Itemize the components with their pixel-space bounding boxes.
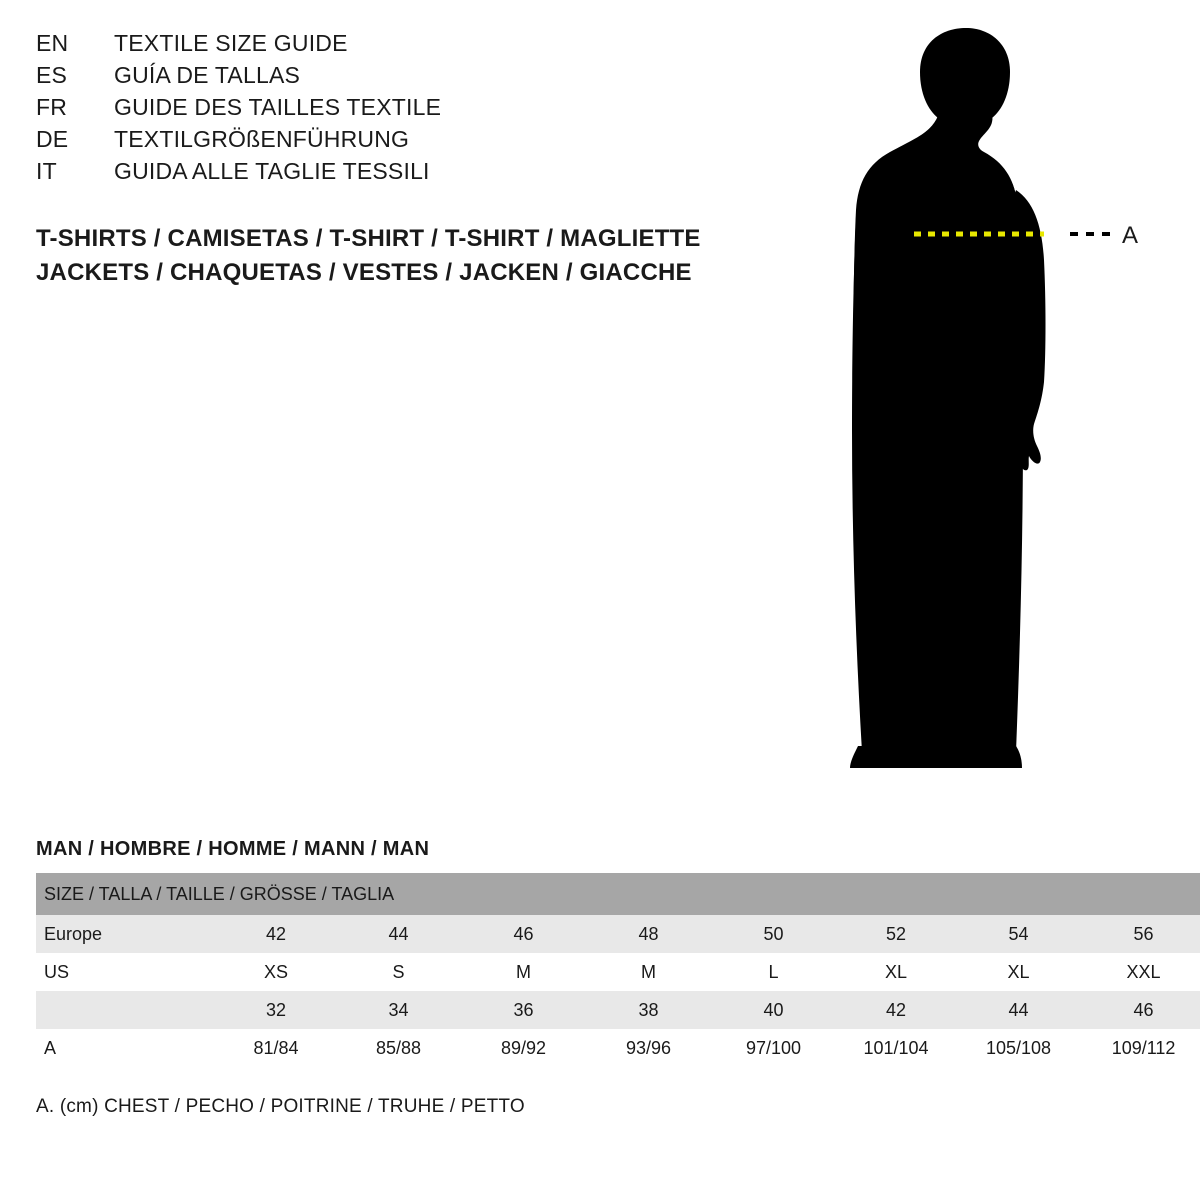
language-row [36,62,736,94]
cell: 42 [836,991,956,1029]
cell: 54 [956,915,1081,953]
language-code: ES [36,62,68,88]
measure-label-a: A [1122,222,1139,249]
language-row [36,126,736,158]
category-jackets: JACKETS / CHAQUETAS / VESTES / JACKEN / GIACCHE [36,259,692,286]
cell: 46 [461,915,586,953]
size-table [36,873,1200,1067]
cell: 85/88 [336,1029,461,1067]
cell: 97/100 [711,1029,836,1067]
language-code: FR [36,94,68,120]
category-tshirts: T-SHIRTS / CAMISETAS / T-SHIRT / T-SHIRT / MAGLIETTE [36,225,701,252]
silhouette-shape [850,28,1046,768]
language-text: TEXTILGRÖßENFÜHRUNG [114,126,410,152]
cell: XL [836,953,956,991]
table-row [36,991,1200,1029]
language-code: IT [36,158,57,184]
cell: 89/92 [461,1029,586,1067]
cell: L [711,953,836,991]
cell: 109/112 [1081,1029,1200,1067]
language-code: DE [36,126,69,152]
cell: 42 [216,915,336,953]
cell: XXL [1081,953,1200,991]
language-text: GUIDE DES TAILLES TEXTILE [114,94,442,120]
language-row [36,30,736,62]
size-table-section [36,838,1176,1067]
cell: 48 [586,915,711,953]
language-row [36,94,736,126]
body-silhouette-figure [820,20,1180,780]
row-label: Europe [36,915,216,953]
language-code: EN [36,30,69,56]
cell: 32 [216,991,336,1029]
language-row [36,158,736,190]
cell: S [336,953,461,991]
row-label: A [36,1029,216,1067]
cell: XL [956,953,1081,991]
cell: 38 [586,991,711,1029]
row-label [36,991,216,1029]
category-list [36,222,796,290]
cell: 50 [711,915,836,953]
language-text: GUIDA ALLE TAGLIE TESSILI [114,158,430,184]
language-text: TEXTILE SIZE GUIDE [114,30,348,56]
cell: 56 [1081,915,1200,953]
cell: 44 [956,991,1081,1029]
cell: 81/84 [216,1029,336,1067]
table-row [36,915,1200,953]
cell: XS [216,953,336,991]
footnote-chest-measurement: A. (cm) CHEST / PECHO / POITRINE / TRUHE / PETTO [36,1096,525,1117]
table-row [36,953,1200,991]
cell: 93/96 [586,1029,711,1067]
table-header-label: SIZE / TALLA / TAILLE / GRÖSSE / TAGLIA [36,873,1200,915]
cell: 46 [1081,991,1200,1029]
cell: 44 [336,915,461,953]
cell: 34 [336,991,461,1029]
cell: 52 [836,915,956,953]
language-list [36,30,736,190]
cell: 101/104 [836,1029,956,1067]
table-section-title: MAN / HOMBRE / HOMME / MANN / MAN [36,838,430,860]
cell: M [586,953,711,991]
cell: 105/108 [956,1029,1081,1067]
cell: 36 [461,991,586,1029]
cell: 40 [711,991,836,1029]
language-text: GUÍA DE TALLAS [114,62,301,88]
cell: M [461,953,586,991]
table-row [36,1029,1200,1067]
row-label: US [36,953,216,991]
table-header-row [36,873,1200,915]
